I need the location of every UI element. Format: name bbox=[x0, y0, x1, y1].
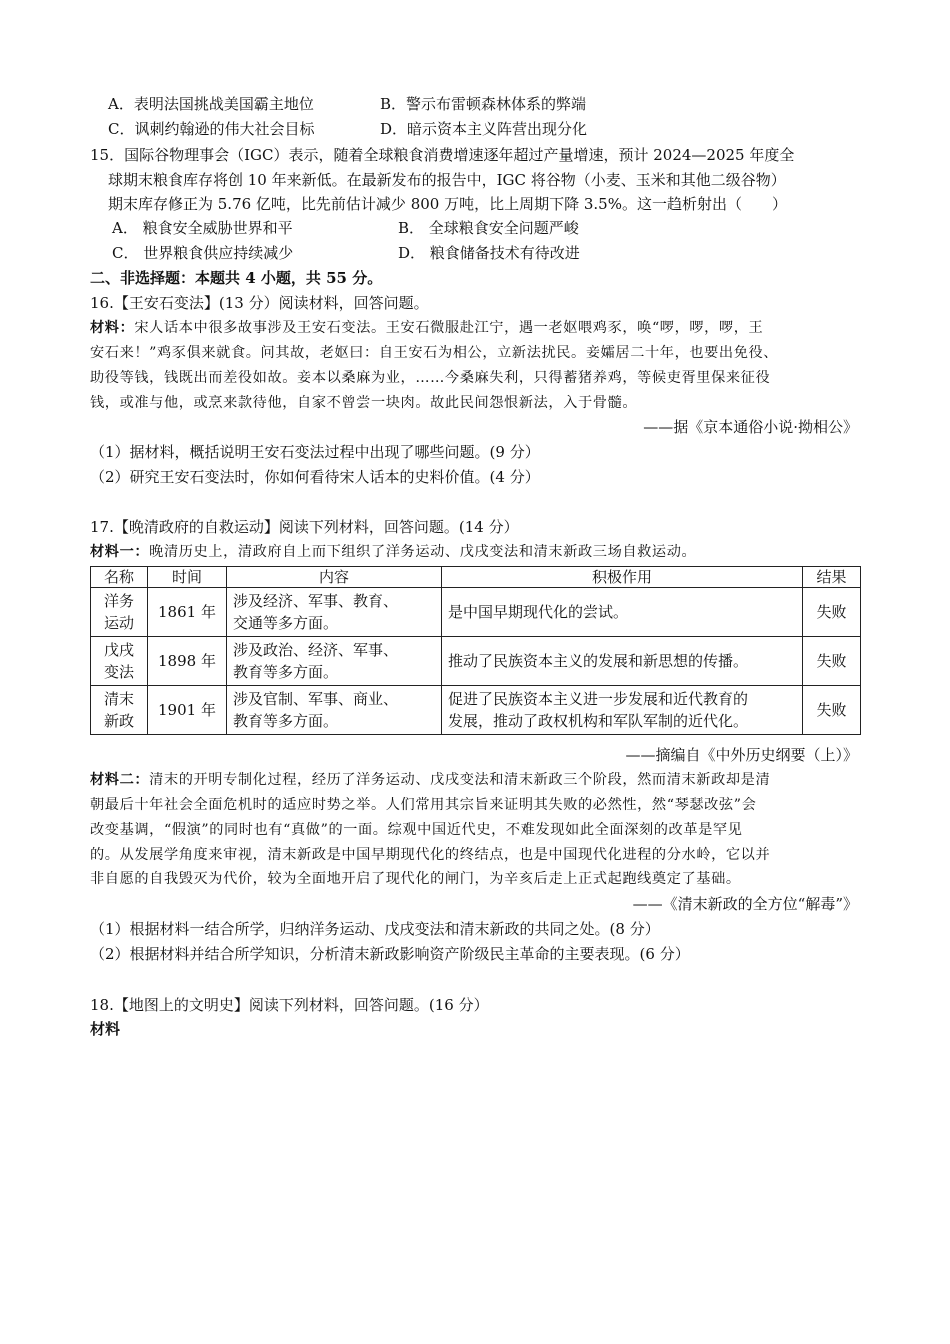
cell-line: 教育等多方面。 bbox=[233, 663, 339, 681]
cell-line: 变法 bbox=[103, 663, 134, 681]
cell-line: 发展，推动了政权机构和军队军制的近代化。 bbox=[448, 712, 749, 730]
q17-table-header-result: 结果 bbox=[803, 567, 861, 588]
cell-line: 教育等多方面。 bbox=[233, 712, 339, 730]
table-row bbox=[91, 686, 861, 735]
q17-material1-label: 材料一： bbox=[90, 544, 150, 560]
table-cell-result: 失败 bbox=[803, 686, 861, 735]
q16-title: 16.【王安石变法】(13 分）阅读材料，回答问题。 bbox=[90, 294, 429, 312]
cell-line: 推动了民族资本主义的发展和新思想的传播。 bbox=[448, 652, 749, 670]
q17-material2-line2: 朝最后十年社会全面危机时的适应时势之举。人们常用其宗旨来证明其失败的必然性，然“琴瑟改弦”会 bbox=[90, 797, 757, 813]
q17-table bbox=[90, 566, 861, 735]
table-cell-result: 失败 bbox=[803, 637, 861, 686]
table-cell-effect bbox=[442, 637, 803, 686]
q17-material2-line3: 改变基调，“假演”的同时也有“真做”的一面。综观中国近代史，不难发现如此全面深刻的改革是罕见 bbox=[90, 822, 743, 838]
cell-line: 是中国早期现代化的尝试。 bbox=[448, 603, 629, 621]
q17-sub1: （1）根据材料一结合所学，归纳洋务运动、戊戌变法和清末新政的共同之处。(8 分） bbox=[90, 920, 660, 938]
q17-material2-label: 材料二： bbox=[90, 772, 150, 788]
table-cell-effect bbox=[442, 686, 803, 735]
q16-sub1: （1）据材料，概括说明王安石变法过程中出现了哪些问题。(9 分） bbox=[90, 443, 540, 461]
table-cell-name bbox=[91, 637, 148, 686]
q16-material-line3: 助役等钱，钱既出而差役如故。妾本以桑麻为业，……今桑麻失利，只得蓄猪养鸡，等候吏胥里保来征役 bbox=[90, 370, 771, 386]
section2-heading: 二、非选择题：本题共 4 小题，共 55 分。 bbox=[90, 269, 383, 287]
q16-material-text1: 宋人话本中很多故事涉及王安石变法。王安石微服赴江宁，遇一老妪喂鸡豕，唤“啰，啰，啰，王 bbox=[134, 320, 764, 336]
q17-table-header-content: 内容 bbox=[227, 567, 442, 588]
q16-material-line1 bbox=[90, 318, 763, 338]
q16-material-label: 材料： bbox=[90, 320, 135, 336]
q15-option-c: C． 世界粮食供应持续减少 bbox=[112, 244, 294, 262]
q15-stem-line2: 球期末粮食库存将创 10 年来新低。在最新发布的报告中，IGC 将谷物（小麦、玉米和其他二级谷物） bbox=[108, 171, 786, 189]
q17-table-header-effect: 积极作用 bbox=[442, 567, 803, 588]
q17-title: 17.【晚清政府的自救运动】阅读下列材料，回答问题。(14 分） bbox=[90, 518, 519, 536]
cell-line: 新政 bbox=[103, 712, 134, 730]
cell-line: 戊戌 bbox=[103, 641, 134, 659]
q17-material1-text: 晚清历史上，清政府自上而下组织了洋务运动、戊戌变法和清末新政三场自救运动。 bbox=[149, 544, 697, 560]
table-cell-effect bbox=[442, 588, 803, 637]
table-cell-name bbox=[91, 588, 148, 637]
cell-line: 涉及官制、军事、商业、 bbox=[233, 690, 399, 708]
q17-material2-line1 bbox=[90, 770, 770, 790]
cell-line: 促进了民族资本主义进一步发展和近代教育的 bbox=[448, 690, 749, 708]
q17-material2-text1: 清末的开明专制化过程，经历了洋务运动、戊戌变法和清末新政三个阶段，然而清末新政却是清 bbox=[149, 772, 771, 788]
cell-line: 运动 bbox=[103, 614, 134, 632]
cell-line: 洋务 bbox=[103, 592, 134, 610]
cell-line: 交通等多方面。 bbox=[233, 614, 339, 632]
q14-option-a: A．表明法国挑战美国霸主地位 bbox=[108, 95, 314, 113]
q15-option-b: B． 全球粮食安全问题严峻 bbox=[398, 219, 579, 237]
table-cell-result: 失败 bbox=[803, 588, 861, 637]
q15-stem-line3: 期末库存修正为 5.76 亿吨，比先前估计减少 800 万吨，比上周期下降 3.5%。这一趋析射出（ ） bbox=[108, 195, 787, 213]
q17-material2-line4: 的。从发展学角度来审视，清末新政是中国早期现代化的终结点，也是中国现代化进程的分水岭，它以并 bbox=[90, 847, 771, 863]
q14-option-c: C．讽刺约翰逊的伟大社会目标 bbox=[108, 120, 315, 138]
q17-sub2: （2）根据材料并结合所学知识，分析清末新政影响资产阶级民主革命的主要表现。(6 分） bbox=[90, 945, 690, 963]
q17-material2-line5: 非自愿的自我毁灭为代价，较为全面地开启了现代化的闸门，为辛亥后走上正式起跑线奠定了基础。 bbox=[90, 871, 741, 887]
table-cell-time: 1861 年 bbox=[148, 588, 227, 637]
q18-title: 18.【地图上的文明史】阅读下列材料，回答问题。(16 分） bbox=[90, 996, 489, 1014]
table-cell-content bbox=[227, 686, 442, 735]
cell-line: 涉及经济、军事、教育、 bbox=[233, 592, 399, 610]
q17-table-source: ——摘编自《中外历史纲要（上）》 bbox=[625, 746, 858, 764]
q17-table-header-name: 名称 bbox=[91, 567, 148, 588]
q16-source: ——据《京本通俗小说·拗相公》 bbox=[643, 418, 858, 436]
q17-material2-source: ——《清末新政的全方位“解毒”》 bbox=[632, 895, 858, 913]
table-cell-time: 1901 年 bbox=[148, 686, 227, 735]
q17-table-header-row bbox=[91, 567, 861, 588]
table-cell-time: 1898 年 bbox=[148, 637, 227, 686]
q14-option-b: B．警示布雷顿森林体系的弊端 bbox=[380, 95, 587, 113]
table-cell-name bbox=[91, 686, 148, 735]
table-cell-content bbox=[227, 637, 442, 686]
q17-table-header-time: 时间 bbox=[148, 567, 227, 588]
q15-option-d: D． 粮食储备技术有待改进 bbox=[398, 244, 580, 262]
q18-material-label: 材料 bbox=[90, 1020, 121, 1038]
table-row bbox=[91, 588, 861, 637]
q14-option-d: D．暗示资本主义阵营出现分化 bbox=[380, 120, 588, 138]
q16-material-line2: 安石来！”鸡豕俱来就食。问其故，老妪曰：自王安石为相公，立新法扰民。妾孀居二十年，也要出免役、 bbox=[90, 345, 779, 361]
table-cell-content bbox=[227, 588, 442, 637]
q16-sub2: （2）研究王安石变法时，你如何看待宋人话本的史料价值。(4 分） bbox=[90, 468, 540, 486]
q16-material-line4: 钱，或准与他，或烹来款待他，自家不曾尝一块肉。故此民间怨恨新法，入于骨髓。 bbox=[90, 395, 638, 411]
q15-stem-line1: 15．国际谷物理事会（IGC）表示，随着全球粮食消费增速逐年超过产量增速，预计 2024—2025 年度全 bbox=[90, 146, 795, 164]
table-row bbox=[91, 637, 861, 686]
cell-line: 涉及政治、经济、军事、 bbox=[233, 641, 399, 659]
cell-line: 清末 bbox=[103, 690, 134, 708]
q17-material1 bbox=[90, 542, 696, 562]
q15-option-a: A． 粮食安全威胁世界和平 bbox=[112, 219, 293, 237]
